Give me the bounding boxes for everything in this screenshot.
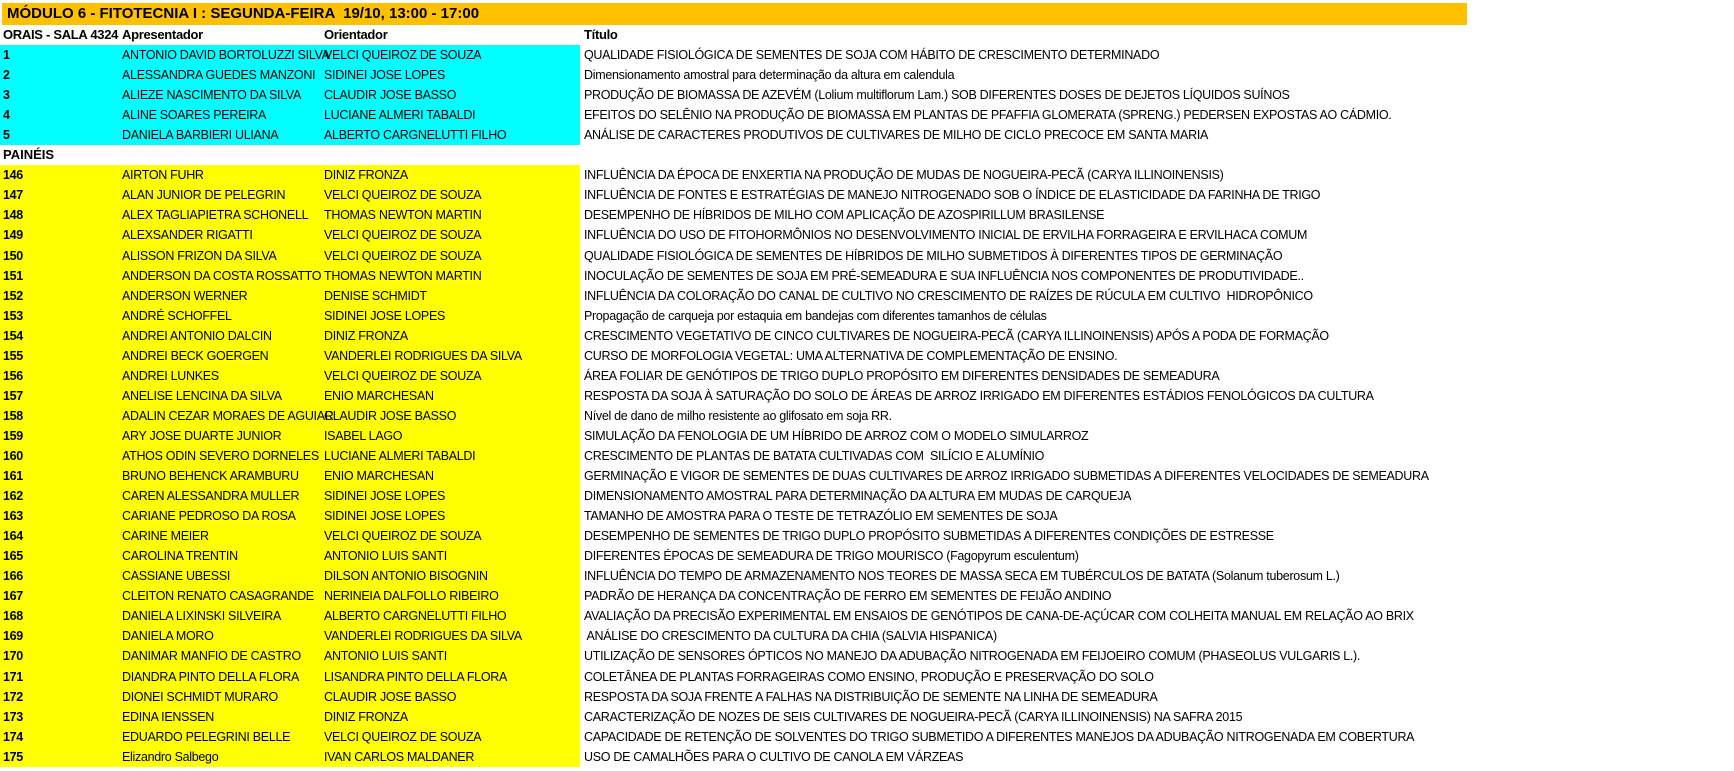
cell-presenter: ARY JOSE DUARTE JUNIOR: [122, 428, 282, 443]
cell-presenter: ANDREI ANTONIO DALCIN: [122, 328, 272, 343]
cell-presenter: EDINA IENSSEN: [122, 709, 214, 724]
table-row: [0, 526, 1734, 546]
table-row: [0, 65, 1734, 85]
cell-title: INFLUÊNCIA DO TEMPO DE ARMAZENAMENTO NOS TEORES DE MASSA SECA EM TUBÉRCULOS DE BATATA (Solanum tuberosum L.): [584, 569, 1340, 584]
table-row: [0, 85, 1734, 105]
cell-presenter: ALAN JUNIOR DE PELEGRIN: [122, 188, 286, 203]
cell-presenter: CAROLINA TRENTIN: [122, 549, 238, 564]
cell-presenter: DANIELA BARBIERI ULIANA: [122, 128, 279, 143]
cell-advisor: DINIZ FRONZA: [324, 168, 408, 183]
cell-presenter: ANELISE LENCINA DA SILVA: [122, 388, 282, 403]
cell-number: 150: [3, 248, 23, 263]
cell-presenter: Elizandro Salbego: [122, 749, 219, 764]
cell-advisor: CLAUDIR JOSE BASSO: [324, 689, 457, 704]
cell-number: 161: [3, 469, 23, 484]
cell-advisor: ANTONIO LUIS SANTI: [324, 549, 447, 564]
table-row: [0, 246, 1734, 266]
table-row: [0, 506, 1734, 526]
cell-title: TAMANHO DE AMOSTRA PARA O TESTE DE TETRAZÓLIO EM SEMENTES DE SOJA: [584, 509, 1058, 524]
cell-title: PADRÃO DE HERANÇA DA CONCENTRAÇÃO DE FERRO EM SEMENTES DE FEIJÃO ANDINO: [584, 589, 1112, 604]
table-row: [0, 205, 1734, 225]
cell-number: 5: [3, 128, 10, 143]
cell-title: SIMULAÇÃO DA FENOLOGIA DE UM HÍBRIDO DE ARROZ COM O MODELO SIMULARROZ: [584, 428, 1089, 443]
cell-presenter: CAREN ALESSANDRA MULLER: [122, 489, 300, 504]
cell-number: 160: [3, 448, 23, 463]
cell-number: 163: [3, 509, 23, 524]
cell-number: 162: [3, 489, 23, 504]
cell-title: INFLUÊNCIA DO USO DE FITOHORMÔNIOS NO DESENVOLVIMENTO INICIAL DE ERVILHA FORRAGEIRA E ERVILHACA COMUM: [584, 228, 1308, 243]
cell-number: 2: [3, 68, 10, 83]
cell-number: 157: [3, 388, 23, 403]
cell-title: EFEITOS DO SELÊNIO NA PRODUÇÃO DE BIOMASSA EM PLANTAS DE PFAFFIA GLOMERATA (SPRENG.) PEDERSEN EXPOSTAS AO CÁDMIO.: [584, 108, 1392, 123]
cell-number: 175: [3, 749, 23, 764]
cell-title: GERMINAÇÃO E VIGOR DE SEMENTES DE DUAS CULTIVARES DE ARROZ IRRIGADO SUBMETIDAS A DIFERENTES VELOCIDADES DE SEMEADURA: [584, 469, 1429, 484]
table-row: [0, 105, 1734, 125]
cell-advisor: LUCIANE ALMERI TABALDI: [324, 108, 476, 123]
cell-number: 153: [3, 308, 23, 323]
cell-presenter: ALINE SOARES PEREIRA: [122, 108, 267, 123]
cell-presenter: DANIMAR MANFIO DE CASTRO: [122, 649, 301, 664]
table-row: [0, 546, 1734, 566]
cell-advisor: VELCI QUEIROZ DE SOUZA: [324, 228, 482, 243]
cell-presenter: ANDRÉ SCHOFFEL: [122, 308, 232, 323]
cell-advisor: NERINEIA DALFOLLO RIBEIRO: [324, 589, 499, 604]
cell-presenter: DIONEI SCHMIDT MURARO: [122, 689, 278, 704]
cell-title: ANÁLISE DO CRESCIMENTO DA CULTURA DA CHIA (SALVIA HISPANICA): [584, 629, 997, 644]
cell-advisor: SIDINEI JOSE LOPES: [324, 509, 446, 524]
cell-title: Nível de dano de milho resistente ao glifosato em soja RR.: [584, 408, 892, 423]
cell-advisor: ALBERTO CARGNELUTTI FILHO: [324, 609, 507, 624]
cell-title: RESPOSTA DA SOJA FRENTE A FALHAS NA DISTRIBUIÇÃO DE SEMENTE NA LINHA DE SEMEADURA: [584, 689, 1158, 704]
column-header-title: Título: [584, 27, 618, 42]
table-row: [0, 266, 1734, 286]
cell-advisor: LUCIANE ALMERI TABALDI: [324, 448, 476, 463]
table-row: [0, 366, 1734, 386]
table-row: [0, 306, 1734, 326]
table-row: [0, 426, 1734, 446]
cell-number: 154: [3, 328, 23, 343]
cell-presenter: ALIEZE NASCIMENTO DA SILVA: [122, 88, 302, 103]
cell-advisor: ENIO MARCHESAN: [324, 469, 434, 484]
cell-title: AVALIAÇÃO DA PRECISÃO EXPERIMENTAL EM ENSAIOS DE GENÓTIPOS DE CANA-DE-AÇÚCAR COM COLHEITA MANUAL EM RELAÇÃO AO BRIX: [584, 609, 1414, 624]
cell-number: 156: [3, 368, 23, 383]
cell-advisor: CLAUDIR JOSE BASSO: [324, 408, 457, 423]
table-row: [0, 747, 1734, 767]
cell-title: DESEMPENHO DE HÍBRIDOS DE MILHO COM APLICAÇÃO DE AZOSPIRILLUM BRASILENSE: [584, 208, 1105, 223]
column-header-presenter: Apresentador: [122, 27, 203, 42]
cell-advisor: VELCI QUEIROZ DE SOUZA: [324, 529, 482, 544]
cell-number: 170: [3, 649, 23, 664]
table-row: [0, 626, 1734, 646]
cell-advisor: IVAN CARLOS MALDANER: [324, 749, 475, 764]
cell-number: 4: [3, 108, 10, 123]
cell-number: 151: [3, 268, 23, 283]
cell-presenter: DANIELA LIXINSKI SILVEIRA: [122, 609, 282, 624]
cell-presenter: ANDERSON WERNER: [122, 288, 248, 303]
table-row: [0, 406, 1734, 426]
cell-presenter: DANIELA MORO: [122, 629, 214, 644]
cell-number: 148: [3, 208, 23, 223]
table-row: [0, 687, 1734, 707]
cell-number: 168: [3, 609, 23, 624]
cell-title: DESEMPENHO DE SEMENTES DE TRIGO DUPLO PROPÓSITO SUBMETIDAS A DIFERENTES CONDIÇÕES DE ESTRESSE: [584, 529, 1274, 544]
cell-presenter: ALEX TAGLIAPIETRA SCHONELL: [122, 208, 309, 223]
cell-title: CARACTERIZAÇÃO DE NOZES DE SEIS CULTIVARES DE NOGUEIRA-PECÃ (CARYA ILLINOINENSIS) NA SAFRA 2015: [584, 709, 1243, 724]
cell-number: 3: [3, 88, 10, 103]
orais-section: [0, 45, 1734, 145]
table-row: [0, 586, 1734, 606]
cell-advisor: VELCI QUEIROZ DE SOUZA: [324, 729, 482, 744]
cell-number: 173: [3, 709, 23, 724]
cell-advisor: CLAUDIR JOSE BASSO: [324, 88, 457, 103]
cell-advisor: DENISE SCHMIDT: [324, 288, 427, 303]
cell-advisor: VANDERLEI RODRIGUES DA SILVA: [324, 629, 522, 644]
cell-title: RESPOSTA DA SOJA À SATURAÇÃO DO SOLO DE ÁREAS DE ARROZ IRRIGADO EM DIFERENTES ESTÁDIOS FENOLÓGICOS DA CULTURA: [584, 388, 1374, 403]
cell-title: UTILIZAÇÃO DE SENSORES ÓPTICOS NO MANEJO DA ADUBAÇÃO NITROGENADA EM FEIJOEIRO COMUM (PHASEOLUS VULGARIS L.).: [584, 649, 1361, 664]
table-row: [0, 566, 1734, 586]
cell-presenter: ATHOS ODIN SEVERO DORNELES: [122, 448, 319, 463]
schedule-table: [0, 25, 1734, 771]
cell-title: DIMENSIONAMENTO AMOSTRAL PARA DETERMINAÇÃO DA ALTURA EM MUDAS DE CARQUEJA: [584, 489, 1132, 504]
cell-presenter: DIANDRA PINTO DELLA FLORA: [122, 669, 300, 684]
cell-advisor: THOMAS NEWTON MARTIN: [324, 268, 482, 283]
cell-title: CRESCIMENTO DE PLANTAS DE BATATA CULTIVADAS COM SILÍCIO E ALUMÍNIO: [584, 448, 1045, 463]
table-header-row: [0, 25, 1734, 45]
cell-title: ANÁLISE DE CARACTERES PRODUTIVOS DE CULTIVARES DE MILHO DE CICLO PRECOCE EM SANTA MARIA: [584, 128, 1209, 143]
cell-number: 164: [3, 529, 23, 544]
cell-title: INFLUÊNCIA DA ÉPOCA DE ENXERTIA NA PRODUÇÃO DE MUDAS DE NOGUEIRA-PECÃ (CARYA ILLINOINENSIS): [584, 168, 1224, 183]
cell-advisor: VELCI QUEIROZ DE SOUZA: [324, 188, 482, 203]
cell-number: 167: [3, 589, 23, 604]
cell-number: 169: [3, 629, 23, 644]
cell-number: 149: [3, 228, 23, 243]
cell-title: ÁREA FOLIAR DE GENÓTIPOS DE TRIGO DUPLO PROPÓSITO EM DIFERENTES DENSIDADES DE SEMEADURA: [584, 368, 1220, 383]
cell-title: Dimensionamento amostral para determinação da altura em calendula: [584, 68, 955, 83]
cell-advisor: VELCI QUEIROZ DE SOUZA: [324, 368, 482, 383]
table-row: [0, 646, 1734, 666]
cell-number: 166: [3, 569, 23, 584]
cell-presenter: ANTONIO DAVID BORTOLUZZI SILVA: [122, 48, 330, 63]
table-row: [0, 667, 1734, 687]
cell-number: 174: [3, 729, 23, 744]
cell-presenter: CARIANE PEDROSO DA ROSA: [122, 509, 296, 524]
cell-presenter: ANDREI LUNKES: [122, 368, 219, 383]
table-row: [0, 386, 1734, 406]
table-row: [0, 466, 1734, 486]
cell-presenter: AIRTON FUHR: [122, 168, 204, 183]
cell-presenter: ADALIN CEZAR MORAES DE AGUIAR: [122, 408, 334, 423]
cell-number: 1: [3, 48, 10, 63]
cell-title: INFLUÊNCIA DA COLORAÇÃO DO CANAL DE CULTIVO NO CRESCIMENTO DE RAÍZES DE RÚCULA EM CULTIVO HIDROPÔNICO: [584, 288, 1313, 303]
cell-advisor: ENIO MARCHESAN: [324, 388, 434, 403]
cell-advisor: DILSON ANTONIO BISOGNIN: [324, 569, 488, 584]
cell-title: CRESCIMENTO VEGETATIVO DE CINCO CULTIVARES DE NOGUEIRA-PECÃ (CARYA ILLINOINENSIS) APÓS A PODA DE FORMAÇÃO: [584, 328, 1329, 343]
cell-presenter: EDUARDO PELEGRINI BELLE: [122, 729, 291, 744]
cell-presenter: BRUNO BEHENCK ARAMBURU: [122, 469, 299, 484]
table-row: [0, 727, 1734, 747]
cell-presenter: CARINE MEIER: [122, 529, 209, 544]
paineis-section-label: PAINÉIS: [3, 147, 55, 163]
cell-advisor: LISANDRA PINTO DELLA FLORA: [324, 669, 508, 684]
cell-presenter: ALISSON FRIZON DA SILVA: [122, 248, 277, 263]
table-row: [0, 286, 1734, 306]
column-header-room: ORAIS - SALA 4324: [3, 27, 119, 42]
table-row: [0, 606, 1734, 626]
header-left-block: [0, 25, 580, 45]
cell-title: CURSO DE MORFOLOGIA VEGETAL: UMA ALTERNATIVA DE COMPLEMENTAÇÃO DE ENSINO.: [584, 348, 1118, 363]
cell-number: 155: [3, 348, 23, 363]
table-row: [0, 446, 1734, 466]
cell-advisor: DINIZ FRONZA: [324, 328, 408, 343]
table-row: [0, 486, 1734, 506]
cell-title: INOCULAÇÃO DE SEMENTES DE SOJA EM PRÉ-SEMEADURA E SUA INFLUÊNCIA NOS COMPONENTES DE PRODUTIVIDADE..: [584, 268, 1304, 283]
cell-advisor: VELCI QUEIROZ DE SOUZA: [324, 248, 482, 263]
cell-title: PRODUÇÃO DE BIOMASSA DE AZEVÉM (Lolium multiflorum Lam.) SOB DIFERENTES DOSES DE DEJETOS LÍQUIDOS SUÍNOS: [584, 88, 1290, 103]
cell-presenter: CASSIANE UBESSI: [122, 569, 231, 584]
cell-number: 158: [3, 408, 23, 423]
cell-advisor: SIDINEI JOSE LOPES: [324, 489, 446, 504]
table-row: [0, 326, 1734, 346]
cell-number: 171: [3, 669, 23, 684]
cell-number: 147: [3, 188, 23, 203]
cell-number: 152: [3, 288, 23, 303]
cell-advisor: VANDERLEI RODRIGUES DA SILVA: [324, 348, 522, 363]
cell-title: COLETÂNEA DE PLANTAS FORRAGEIRAS COMO ENSINO, PRODUÇÃO E PRESERVAÇÃO DO SOLO: [584, 669, 1154, 684]
cell-title: INFLUÊNCIA DE FONTES E ESTRATÉGIAS DE MANEJO NITROGENADO SOB O ÍNDICE DE ELASTICIDADE DA FARINHA DE TRIGO: [584, 188, 1321, 203]
cell-advisor: THOMAS NEWTON MARTIN: [324, 208, 482, 223]
cell-title: USO DE CAMALHÕES PARA O CULTIVO DE CANOLA EM VÁRZEAS: [584, 749, 964, 764]
column-header-advisor: Orientador: [324, 27, 388, 42]
cell-title: CAPACIDADE DE RETENÇÃO DE SOLVENTES DO TRIGO SUBMETIDO A DIFERENTES MANEJOS DA ADUBAÇÃO NITROGENADA EM COBERTURA: [584, 729, 1415, 744]
cell-presenter: ALESSANDRA GUEDES MANZONI: [122, 68, 316, 83]
cell-number: 159: [3, 428, 23, 443]
cell-advisor: ISABEL LAGO: [324, 428, 403, 443]
cell-presenter: ALEXSANDER RIGATTI: [122, 228, 253, 243]
cell-title: QUALIDADE FISIOLÓGICA DE SEMENTES DE SOJA COM HÁBITO DE CRESCIMENTO DETERMINADO: [584, 48, 1160, 63]
cell-number: 172: [3, 689, 23, 704]
table-row: [0, 165, 1734, 185]
table-row: [0, 707, 1734, 727]
cell-advisor: VELCI QUEIROZ DE SOUZA: [324, 48, 482, 63]
cell-advisor: ANTONIO LUIS SANTI: [324, 649, 447, 664]
cell-number: 146: [3, 168, 23, 183]
cell-title: DIFERENTES ÉPOCAS DE SEMEADURA DE TRIGO MOURISCO (Fagopyrum esculentum): [584, 549, 1079, 564]
cell-title: Propagação de carqueja por estaquia em bandejas com diferentes tamanhos de células: [584, 308, 1047, 323]
cell-advisor: ALBERTO CARGNELUTTI FILHO: [324, 128, 507, 143]
cell-presenter: ANDERSON DA COSTA ROSSATTO: [122, 268, 322, 283]
cell-number: 165: [3, 549, 23, 564]
paineis-section: [0, 165, 1734, 770]
cell-advisor: SIDINEI JOSE LOPES: [324, 68, 446, 83]
cell-advisor: SIDINEI JOSE LOPES: [324, 308, 446, 323]
table-row: [0, 45, 1734, 65]
table-row: [0, 125, 1734, 145]
cell-advisor: DINIZ FRONZA: [324, 709, 408, 724]
table-row: [0, 346, 1734, 366]
cell-title: QUALIDADE FISIOLÓGICA DE SEMENTES DE HÍBRIDOS DE MILHO SUBMETIDOS À DIFERENTES TIPOS DE GERMINAÇÃO: [584, 248, 1283, 263]
table-row: [0, 225, 1734, 245]
module-title-bar: MÓDULO 6 - FITOTECNIA I : SEGUNDA-FEIRA 19/10, 13:00 - 17:00: [2, 3, 1467, 25]
table-row: [0, 185, 1734, 205]
cell-presenter: ANDREI BECK GOERGEN: [122, 348, 269, 363]
cell-presenter: CLEITON RENATO CASAGRANDE: [122, 589, 314, 604]
